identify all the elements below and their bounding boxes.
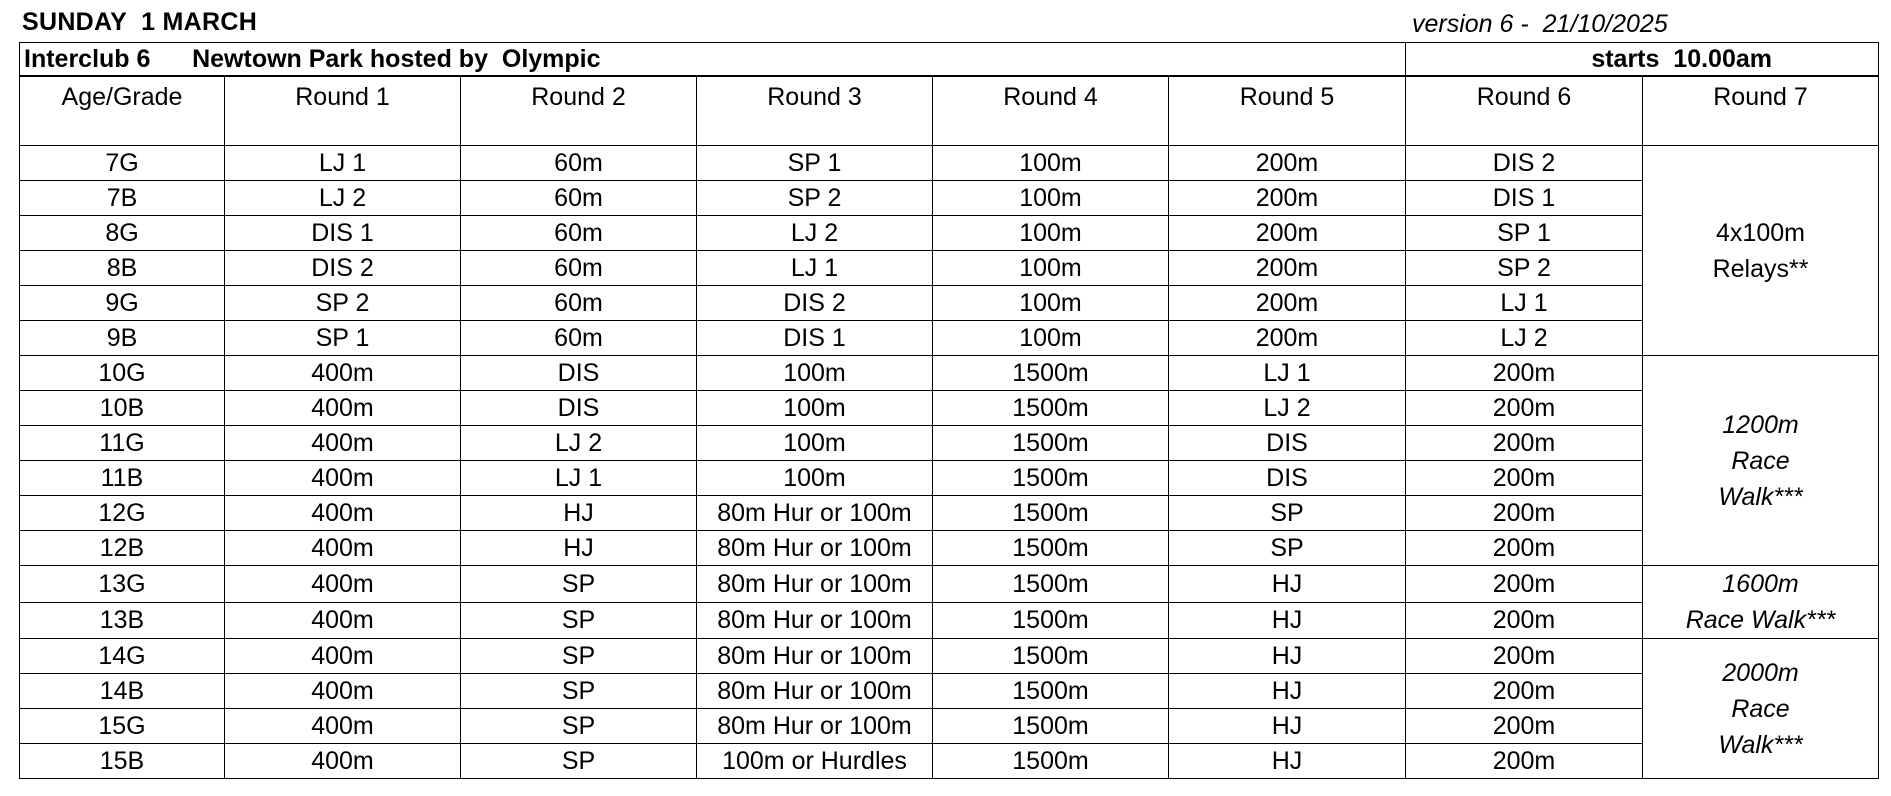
- event-cell: 400m: [225, 602, 461, 639]
- event-cell: 60m: [461, 181, 697, 216]
- header-line: [22, 4, 1882, 40]
- event-cell: 80m Hur or 100m: [697, 709, 933, 744]
- round7-line: 4x100m: [1716, 218, 1805, 247]
- table-row: [20, 146, 1879, 181]
- event-cell: 200m: [1406, 461, 1643, 496]
- event-cell: 200m: [1169, 321, 1406, 356]
- event-cell: 1500m: [933, 496, 1169, 531]
- event-cell: 400m: [225, 461, 461, 496]
- event-cell: HJ: [1169, 566, 1406, 603]
- event-cell: LJ 1: [1169, 356, 1406, 391]
- event-cell: DIS 1: [697, 321, 933, 356]
- event-name: Interclub 6 Newtown Park hosted by Olympic: [20, 43, 1406, 77]
- start-time: starts 10.00am: [1406, 43, 1879, 77]
- age-grade-cell: 10G: [20, 356, 225, 391]
- walk-1200-cell: [1643, 356, 1879, 566]
- round7-line: Race: [1731, 446, 1790, 475]
- event-cell: SP: [461, 602, 697, 639]
- event-cell: 80m Hur or 100m: [697, 639, 933, 674]
- event-cell: 200m: [1406, 566, 1643, 603]
- event-cell: SP 1: [697, 146, 933, 181]
- event-cell: 400m: [225, 426, 461, 461]
- event-cell: 80m Hur or 100m: [697, 602, 933, 639]
- event-cell: 400m: [225, 744, 461, 779]
- table-row: [20, 356, 1879, 391]
- event-cell: 100m: [933, 146, 1169, 181]
- column-header: Round 2: [461, 76, 697, 146]
- event-cell: SP: [1169, 531, 1406, 566]
- event-cell: 60m: [461, 146, 697, 181]
- event-cell: 200m: [1406, 674, 1643, 709]
- table-row: [20, 251, 1879, 286]
- event-cell: HJ: [1169, 744, 1406, 779]
- age-grade-cell: 14G: [20, 639, 225, 674]
- event-cell: 100m: [697, 461, 933, 496]
- age-grade-cell: 12B: [20, 531, 225, 566]
- event-cell: SP: [461, 639, 697, 674]
- event-cell: LJ 1: [697, 251, 933, 286]
- event-cell: LJ 2: [697, 216, 933, 251]
- event-cell: 100m: [933, 181, 1169, 216]
- event-cell: 100m: [697, 391, 933, 426]
- event-cell: 80m Hur or 100m: [697, 566, 933, 603]
- event-cell: 1500m: [933, 709, 1169, 744]
- event-cell: SP 1: [225, 321, 461, 356]
- age-grade-cell: 8B: [20, 251, 225, 286]
- event-cell: 80m Hur or 100m: [697, 674, 933, 709]
- event-cell: SP 2: [697, 181, 933, 216]
- event-cell: 200m: [1406, 602, 1643, 639]
- event-cell: 100m or Hurdles: [697, 744, 933, 779]
- event-cell: HJ: [1169, 639, 1406, 674]
- event-cell: 1500m: [933, 744, 1169, 779]
- column-header: Round 4: [933, 76, 1169, 146]
- round7-line: Race: [1731, 694, 1790, 723]
- round7-line: 2000m: [1722, 658, 1799, 687]
- event-cell: 200m: [1406, 639, 1643, 674]
- event-cell: DIS: [1169, 426, 1406, 461]
- event-cell: 1500m: [933, 566, 1169, 603]
- event-cell: 100m: [933, 251, 1169, 286]
- age-grade-cell: 13G: [20, 566, 225, 603]
- event-cell: 1500m: [933, 531, 1169, 566]
- event-cell: 60m: [461, 216, 697, 251]
- table-row: [20, 391, 1879, 426]
- age-grade-cell: 15B: [20, 744, 225, 779]
- round7-line: Race Walk***: [1685, 606, 1836, 634]
- round7-line: Walk***: [1718, 482, 1803, 511]
- event-cell: 400m: [225, 356, 461, 391]
- table-row: [20, 531, 1879, 566]
- event-cell: HJ: [461, 531, 697, 566]
- table-row: [20, 674, 1879, 709]
- event-cell: 1500m: [933, 602, 1169, 639]
- event-cell: SP 2: [225, 286, 461, 321]
- event-cell: 200m: [1406, 709, 1643, 744]
- event-cell: 100m: [933, 216, 1169, 251]
- event-cell: 100m: [697, 356, 933, 391]
- event-cell: 200m: [1169, 181, 1406, 216]
- column-header: Round 5: [1169, 76, 1406, 146]
- event-cell: 400m: [225, 639, 461, 674]
- event-cell: 1500m: [933, 461, 1169, 496]
- event-cell: 1500m: [933, 639, 1169, 674]
- age-grade-cell: 11G: [20, 426, 225, 461]
- age-grade-cell: 7G: [20, 146, 225, 181]
- table-row: [20, 461, 1879, 496]
- event-cell: 200m: [1169, 251, 1406, 286]
- table-row: [20, 744, 1879, 779]
- age-grade-cell: 14B: [20, 674, 225, 709]
- event-cell: 1500m: [933, 356, 1169, 391]
- event-cell: 200m: [1169, 216, 1406, 251]
- age-grade-cell: 13B: [20, 602, 225, 639]
- table-row: [20, 286, 1879, 321]
- table-row: [20, 709, 1879, 744]
- page-title: SUNDAY 1 MARCH: [22, 8, 258, 36]
- event-cell: HJ: [1169, 602, 1406, 639]
- event-cell: LJ 2: [1406, 321, 1643, 356]
- event-cell: SP: [461, 674, 697, 709]
- event-cell: LJ 2: [461, 426, 697, 461]
- event-cell: DIS 2: [697, 286, 933, 321]
- version-label: version 6 - 21/10/2025: [1412, 10, 1668, 38]
- event-cell: 200m: [1169, 286, 1406, 321]
- table-row: [20, 496, 1879, 531]
- event-cell: 400m: [225, 496, 461, 531]
- event-cell: LJ 2: [1169, 391, 1406, 426]
- event-cell: SP: [461, 566, 697, 603]
- event-cell: 60m: [461, 251, 697, 286]
- event-cell: 60m: [461, 286, 697, 321]
- round7-line: 1600m: [1722, 570, 1799, 598]
- event-cell: SP 1: [1406, 216, 1643, 251]
- event-cell: 200m: [1169, 146, 1406, 181]
- event-cell: 400m: [225, 391, 461, 426]
- table-row: [20, 181, 1879, 216]
- event-cell: 100m: [697, 426, 933, 461]
- event-cell: LJ 1: [225, 146, 461, 181]
- event-cell: 1500m: [933, 426, 1169, 461]
- age-grade-cell: 15G: [20, 709, 225, 744]
- event-cell: 1500m: [933, 391, 1169, 426]
- event-cell: 400m: [225, 531, 461, 566]
- event-cell: 200m: [1406, 391, 1643, 426]
- round7-line: 1200m: [1722, 410, 1799, 439]
- event-cell: 200m: [1406, 744, 1643, 779]
- event-banner-row: [20, 43, 1879, 77]
- event-cell: SP: [1169, 496, 1406, 531]
- age-grade-cell: 11B: [20, 461, 225, 496]
- age-grade-cell: 12G: [20, 496, 225, 531]
- event-cell: DIS: [461, 356, 697, 391]
- event-cell: HJ: [461, 496, 697, 531]
- event-cell: SP: [461, 744, 697, 779]
- table-row: [20, 602, 1879, 639]
- event-cell: DIS 2: [1406, 146, 1643, 181]
- event-cell: 100m: [933, 286, 1169, 321]
- table-row: [20, 321, 1879, 356]
- age-grade-cell: 7B: [20, 181, 225, 216]
- table-row: [20, 426, 1879, 461]
- event-cell: 400m: [225, 709, 461, 744]
- event-cell: DIS: [461, 391, 697, 426]
- column-header: Age/Grade: [20, 76, 225, 146]
- event-cell: LJ 1: [1406, 286, 1643, 321]
- event-cell: HJ: [1169, 674, 1406, 709]
- header-row: [20, 76, 1879, 146]
- event-cell: 200m: [1406, 426, 1643, 461]
- event-cell: DIS: [1169, 461, 1406, 496]
- age-grade-cell: 10B: [20, 391, 225, 426]
- event-cell: SP: [461, 709, 697, 744]
- table-row: [20, 566, 1879, 603]
- table-row: [20, 639, 1879, 674]
- column-header: Round 1: [225, 76, 461, 146]
- walk-2000-cell: [1643, 639, 1879, 779]
- event-cell: 200m: [1406, 531, 1643, 566]
- event-cell: 60m: [461, 321, 697, 356]
- event-cell: DIS 2: [225, 251, 461, 286]
- column-header: Round 3: [697, 76, 933, 146]
- age-grade-cell: 8G: [20, 216, 225, 251]
- event-cell: DIS 1: [1406, 181, 1643, 216]
- event-cell: SP 2: [1406, 251, 1643, 286]
- column-header: Round 7: [1643, 76, 1879, 146]
- round7-line: Relays**: [1712, 254, 1809, 283]
- event-cell: 100m: [933, 321, 1169, 356]
- event-cell: LJ 2: [225, 181, 461, 216]
- table-row: [20, 216, 1879, 251]
- event-cell: 80m Hur or 100m: [697, 496, 933, 531]
- event-cell: 200m: [1406, 356, 1643, 391]
- walk-1600-cell: [1643, 566, 1879, 639]
- event-cell: DIS 1: [225, 216, 461, 251]
- event-cell: 1500m: [933, 674, 1169, 709]
- round7-line: Walk***: [1718, 730, 1803, 759]
- column-header: Round 6: [1406, 76, 1643, 146]
- event-cell: 200m: [1406, 496, 1643, 531]
- event-cell: 400m: [225, 566, 461, 603]
- relays-cell: [1643, 146, 1879, 356]
- age-grade-cell: 9G: [20, 286, 225, 321]
- event-cell: LJ 1: [461, 461, 697, 496]
- event-cell: 400m: [225, 674, 461, 709]
- schedule-table: [19, 42, 1879, 779]
- event-cell: 80m Hur or 100m: [697, 531, 933, 566]
- event-cell: HJ: [1169, 709, 1406, 744]
- age-grade-cell: 9B: [20, 321, 225, 356]
